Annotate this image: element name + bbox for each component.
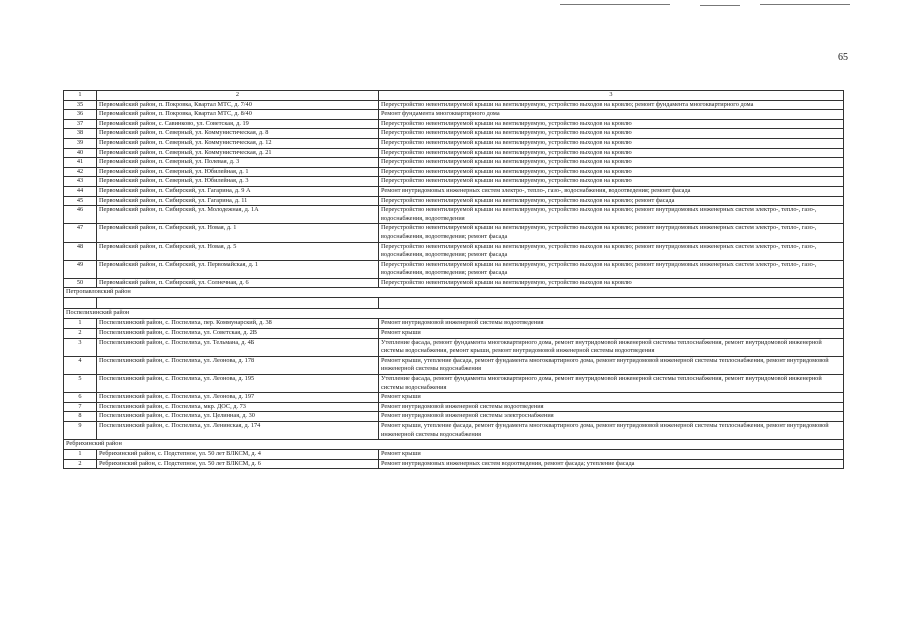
- address-cell: Поспелихинский район, с. Поспелиха, ул. Тельмана, д. 4Б: [97, 338, 379, 356]
- address-cell: Поспелихинский район, с. Поспелиха, пер. Коммунарский, д. 38: [97, 319, 379, 329]
- row-number-cell: 2: [64, 329, 97, 339]
- work-type-cell: Переустройство невентилируемой крыши на вентилируемую, устройство выходов на кровлю; ремонт внутридомовых инженерных систем электро-, тепло-, газо-, водоснабжения, водоотведения: [379, 206, 844, 224]
- work-type-cell: Ремонт внутридомовой инженерной системы водоотведения: [379, 319, 844, 329]
- work-type-cell: Ремонт внутридомовых инженерных систем электро-, тепло-, газо-, водоснабжения, водоотведения; ремонт фасада: [379, 186, 844, 196]
- work-type-cell: Ремонт крыши: [379, 329, 844, 339]
- work-type-cell: Переустройство невентилируемой крыши на вентилируемую, устройство выходов на кровлю; ремонт внутридомовых инженерных систем электро-, тепло-, газо-, водоснабжения, водоотведения; ремонт фасада: [379, 242, 844, 260]
- address-cell: Первомайский район, п. Северный, ул. Полевая, д. 3: [97, 158, 379, 168]
- column-number-row: [64, 91, 844, 101]
- table-row: [64, 100, 844, 110]
- row-number-cell: 42: [64, 167, 97, 177]
- row-number-cell: 45: [64, 196, 97, 206]
- work-type-cell: Ремонт внутридомовых инженерных систем водоотведения, ремонт фасада; утепление фасада: [379, 459, 844, 469]
- work-type-cell: Ремонт внутридомовой инженерной системы электроснабжения: [379, 412, 844, 422]
- district-heading-row: [64, 309, 844, 319]
- address-cell: Поспелихинский район, с. Поспелиха, ул. Советская, д. 2В: [97, 329, 379, 339]
- work-type-cell: [379, 298, 844, 309]
- table-row: [64, 129, 844, 139]
- column-number: 1: [64, 91, 97, 101]
- table-row: [64, 138, 844, 148]
- row-number-cell: 4: [64, 356, 97, 374]
- table-row: [64, 186, 844, 196]
- column-number: 2: [97, 91, 379, 101]
- address-cell: Первомайский район, п. Сибирский, ул. Молодежная, д. 1А: [97, 206, 379, 224]
- table-row: [64, 450, 844, 460]
- address-cell: Первомайский район, п. Северный, ул. Коммунистическая, д. 21: [97, 148, 379, 158]
- work-type-cell: Ремонт крыши: [379, 450, 844, 460]
- work-type-cell: Ремонт крыши, утепление фасада, ремонт фундамента многоквартирного дома, ремонт внутридомовой инженерной системы теплоснабжения, ремонт внутридомовой инженерной системы водоснабжения: [379, 422, 844, 440]
- row-number-cell: 2: [64, 459, 97, 469]
- row-number-cell: 48: [64, 242, 97, 260]
- address-cell: Первомайский район, п. Сибирский, ул. Солнечная, д. 6: [97, 278, 379, 288]
- table-row: [64, 356, 844, 374]
- table-row: [64, 412, 844, 422]
- address-cell: Ребрихинский район, с. Подстепное, ул. 50 лет ВЛКСМ, д. 6: [97, 459, 379, 469]
- work-type-cell: Переустройство невентилируемой крыши на вентилируемую, устройство выходов на кровлю: [379, 177, 844, 187]
- table-row: [64, 260, 844, 278]
- district-heading-row: [64, 288, 844, 298]
- repair-program-table: [63, 90, 844, 469]
- address-cell: Поспелихинский район, с. Поспелиха, ул. Целинная, д. 30: [97, 412, 379, 422]
- address-cell: Поспелихинский район, с. Поспелиха, ул. Леонова, д. 178: [97, 356, 379, 374]
- work-type-cell: Утепление фасада, ремонт фундамента многоквартирного дома, ремонт внутридомовой инженерной системы теплоснабжения, ремонт внутридомовой инженерной системы водоснабжения: [379, 375, 844, 393]
- address-cell: Первомайский район, п. Северный, ул. Коммунистическая, д. 8: [97, 129, 379, 139]
- column-number: 3: [379, 91, 844, 101]
- row-number-cell: 9: [64, 422, 97, 440]
- address-cell: Поспелихинский район, с. Поспелиха, ул. Леонова, д. 195: [97, 375, 379, 393]
- scan-artifact: [560, 4, 670, 5]
- work-type-cell: Ремонт крыши, утепление фасада, ремонт фундамента многоквартирного дома, ремонт внутридомовой инженерной системы теплоснабжения, ремонт внутридомовой инженерной системы водоснабжения: [379, 356, 844, 374]
- table-row: [64, 278, 844, 288]
- row-number-cell: 49: [64, 260, 97, 278]
- address-cell: Поспелихинский район, с. Поспелиха, ул. Ленинская, д. 174: [97, 422, 379, 440]
- work-type-cell: Переустройство невентилируемой крыши на вентилируемую, устройство выходов на кровлю: [379, 278, 844, 288]
- row-number-cell: [64, 298, 97, 309]
- table-row: [64, 393, 844, 403]
- work-type-cell: Переустройство невентилируемой крыши на вентилируемую, устройство выходов на кровлю: [379, 148, 844, 158]
- table-row: [64, 242, 844, 260]
- scan-artifact: [760, 4, 850, 5]
- row-number-cell: 5: [64, 375, 97, 393]
- work-type-cell: Переустройство невентилируемой крыши на вентилируемую, устройство выходов на кровлю; ремонт фасада: [379, 196, 844, 206]
- row-number-cell: 44: [64, 186, 97, 196]
- row-number-cell: 46: [64, 206, 97, 224]
- row-number-cell: 6: [64, 393, 97, 403]
- work-type-cell: Переустройство невентилируемой крыши на вентилируемую, устройство выходов на кровлю: [379, 158, 844, 168]
- row-number-cell: 1: [64, 319, 97, 329]
- address-cell: Поспелихинский район, с. Поспелиха, ул. Леонова, д. 197: [97, 393, 379, 403]
- work-type-cell: Переустройство невентилируемой крыши на вентилируемую, устройство выходов на кровлю; ремонт внутридомовых инженерных систем электро-, тепло-, газо-, водоснабжения, водоотведения; ремонт фасада: [379, 224, 844, 242]
- table-row: [64, 402, 844, 412]
- address-cell: Первомайский район, п. Покровка, Квартал МТС, д. 8/40: [97, 110, 379, 120]
- row-number-cell: 39: [64, 138, 97, 148]
- address-cell: Первомайский район, п. Сибирский, ул. Новая, д. 5: [97, 242, 379, 260]
- table-row: [64, 110, 844, 120]
- table-row: [64, 177, 844, 187]
- empty-row: [64, 298, 844, 309]
- district-heading-row: [64, 440, 844, 450]
- work-type-cell: Переустройство невентилируемой крыши на вентилируемую, устройство выходов на кровлю: [379, 119, 844, 129]
- work-type-cell: Ремонт крыши: [379, 393, 844, 403]
- scan-artifact: [700, 5, 740, 6]
- row-number-cell: 41: [64, 158, 97, 168]
- work-type-cell: Переустройство невентилируемой крыши на вентилируемую, устройство выходов на кровлю: [379, 129, 844, 139]
- table-row: [64, 329, 844, 339]
- row-number-cell: 37: [64, 119, 97, 129]
- table-row: [64, 148, 844, 158]
- address-cell: Первомайский район, п. Северный, ул. Коммунистическая, д. 12: [97, 138, 379, 148]
- row-number-cell: 7: [64, 402, 97, 412]
- row-number-cell: 35: [64, 100, 97, 110]
- work-type-cell: Переустройство невентилируемой крыши на вентилируемую, устройство выходов на кровлю; ремонт внутридомовых инженерных систем электро-, тепло-, газо-, водоснабжения, водоотведения; ремонт фасада: [379, 260, 844, 278]
- table-row: [64, 206, 844, 224]
- address-cell: Поспелихинский район, с. Поспелиха, мкр. ДОС, д. 73: [97, 402, 379, 412]
- row-number-cell: 3: [64, 338, 97, 356]
- address-cell: Первомайский район, с. Савинково, ул. Советская, д. 19: [97, 119, 379, 129]
- work-type-cell: Переустройство невентилируемой крыши на вентилируемую, устройство выходов на кровлю; ремонт фундамента многоквартирного дома: [379, 100, 844, 110]
- address-cell: Первомайский район, п. Сибирский, ул. Новая, д. 1: [97, 224, 379, 242]
- address-cell: Первомайский район, п. Северный, ул. Юбилейная, д. 1: [97, 167, 379, 177]
- table-row: [64, 319, 844, 329]
- work-type-cell: Утепление фасада, ремонт фундамента многоквартирного дома, ремонт внутридомовой инженерной системы теплоснабжения, ремонт внутридомовой инженерной системы водоснабжения, ремонт крыши, ремонт внутридомовой инженерной системы водоотведения: [379, 338, 844, 356]
- table-row: [64, 119, 844, 129]
- table-row: [64, 167, 844, 177]
- row-number-cell: 43: [64, 177, 97, 187]
- address-cell: Первомайский район, п. Сибирский, ул. Гагарина, д. 11: [97, 196, 379, 206]
- table-row: [64, 196, 844, 206]
- table-row: [64, 158, 844, 168]
- work-type-cell: Переустройство невентилируемой крыши на вентилируемую, устройство выходов на кровлю: [379, 138, 844, 148]
- address-cell: Ребрихинский район, с. Подстепное, ул. 50 лет ВЛКСМ, д. 4: [97, 450, 379, 460]
- work-type-cell: Ремонт фундамента многоквартирного дома: [379, 110, 844, 120]
- address-cell: [97, 298, 379, 309]
- row-number-cell: 1: [64, 450, 97, 460]
- work-type-cell: Ремонт внутридомовой инженерной системы водоотведения: [379, 402, 844, 412]
- row-number-cell: 40: [64, 148, 97, 158]
- table-row: [64, 338, 844, 356]
- address-cell: Первомайский район, п. Сибирский, ул. Гагарина, д. 9 А: [97, 186, 379, 196]
- work-type-cell: Переустройство невентилируемой крыши на вентилируемую, устройство выходов на кровлю: [379, 167, 844, 177]
- address-cell: Первомайский район, п. Покровка, Квартал МТС, д. 7/40: [97, 100, 379, 110]
- row-number-cell: 36: [64, 110, 97, 120]
- row-number-cell: 8: [64, 412, 97, 422]
- table-row: [64, 459, 844, 469]
- row-number-cell: 38: [64, 129, 97, 139]
- address-cell: Первомайский район, п. Сибирский, ул. Первомайская, д. 1: [97, 260, 379, 278]
- table-row: [64, 375, 844, 393]
- page-number: 65: [838, 52, 848, 63]
- table-row: [64, 224, 844, 242]
- district-heading: Поспелихинский район: [64, 309, 844, 319]
- row-number-cell: 50: [64, 278, 97, 288]
- district-heading: Петропавловский район: [64, 288, 844, 298]
- district-heading: Ребрихинский район: [64, 440, 844, 450]
- table-row: [64, 422, 844, 440]
- address-cell: Первомайский район, п. Северный, ул. Юбилейная, д. 3: [97, 177, 379, 187]
- row-number-cell: 47: [64, 224, 97, 242]
